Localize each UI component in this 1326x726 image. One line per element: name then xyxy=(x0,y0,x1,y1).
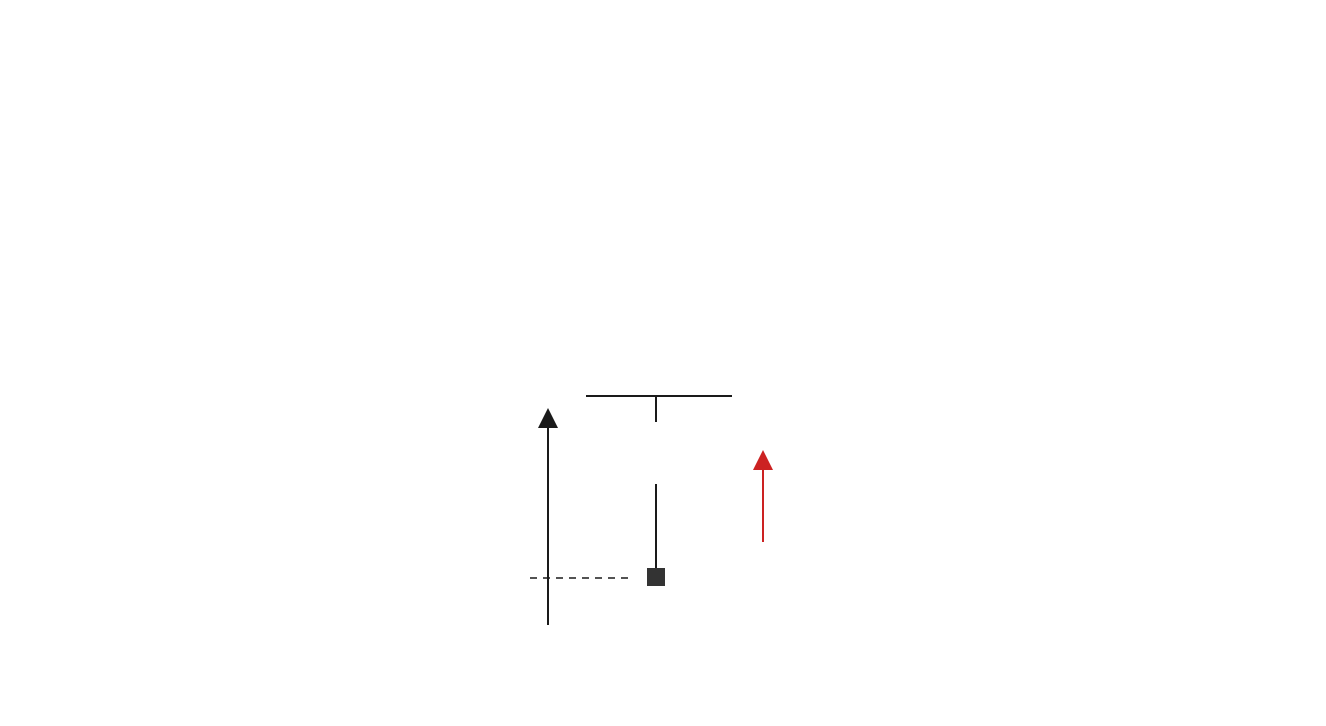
figure-5 xyxy=(0,360,1326,660)
cube-a xyxy=(647,568,665,586)
spring-diagram xyxy=(0,360,1326,660)
